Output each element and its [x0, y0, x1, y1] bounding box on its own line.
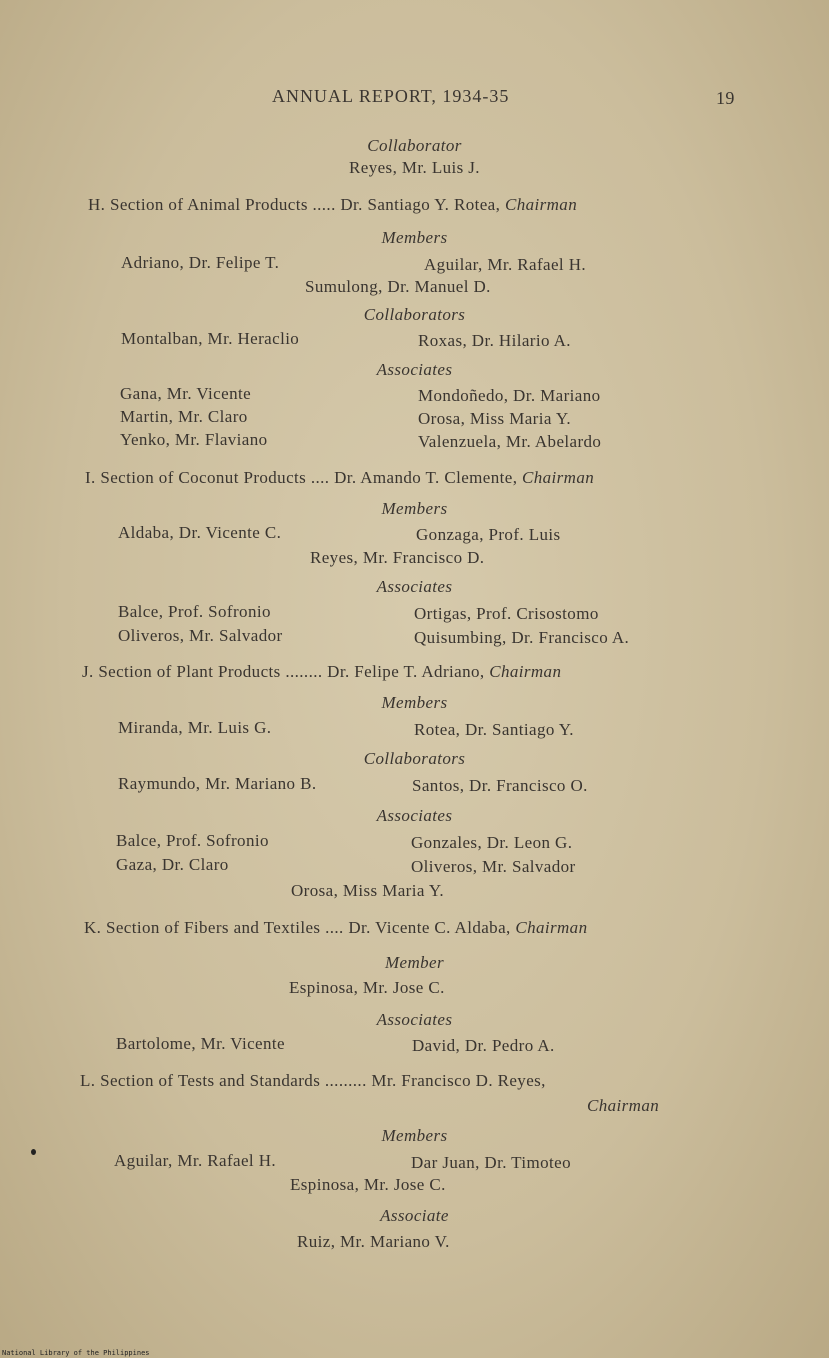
section-k-associate: David, Dr. Pedro A. [412, 1036, 555, 1055]
section-h-members-heading: Members [381, 228, 448, 247]
section-h-associate: Mondoñedo, Dr. Mariano [418, 386, 601, 405]
section-i-member: Reyes, Mr. Francisco D. [310, 548, 485, 567]
section-h-member: Adriano, Dr. Felipe T. [121, 253, 280, 272]
section-k-associate: Bartolome, Mr. Vicente [116, 1034, 285, 1053]
section-i-associate: Quisumbing, Dr. Francisco A. [414, 628, 630, 647]
section-h-member: Aguilar, Mr. Rafael H. [424, 255, 587, 274]
section-k-chairman-label: Chairman [515, 918, 588, 937]
section-j-associate: Oliveros, Mr. Salvador [411, 857, 576, 876]
section-j-title-text: J. Section of Plant Products ........ Dr. Felipe T. Adriano, [82, 662, 485, 681]
section-h-associate: Valenzuela, Mr. Abelardo [418, 432, 602, 451]
section-j-members-heading: Members [381, 693, 448, 712]
section-h-title [88, 195, 577, 215]
section-k-member: Espinosa, Mr. Jose C. [289, 978, 445, 997]
section-h-collaborator: Montalban, Mr. Heraclio [121, 329, 300, 348]
section-j-collaborator: Raymundo, Mr. Mariano B. [118, 774, 317, 793]
section-i-members-heading: Members [381, 499, 448, 518]
section-j-associates-heading: Associates [376, 806, 453, 825]
section-i-associate: Balce, Prof. Sofronio [118, 602, 271, 621]
section-h-member: Sumulong, Dr. Manuel D. [305, 277, 491, 296]
section-l-member: Aguilar, Mr. Rafael H. [114, 1151, 277, 1170]
section-h-collaborator: Roxas, Dr. Hilario A. [418, 331, 571, 350]
section-h-title-text: H. Section of Animal Products ..... Dr. Santiago Y. Rotea, [88, 195, 501, 214]
section-l-member: Espinosa, Mr. Jose C. [290, 1175, 446, 1194]
section-h-associate: Martin, Mr. Claro [120, 407, 248, 426]
section-i-member: Gonzaga, Prof. Luis [416, 525, 561, 544]
ink-spot [31, 1149, 36, 1155]
section-j-member: Miranda, Mr. Luis G. [118, 718, 272, 737]
page-number: 19 [716, 88, 735, 108]
section-k-member-heading: Member [384, 953, 445, 972]
section-i-associate: Ortigas, Prof. Crisostomo [414, 604, 599, 623]
section-j-associate: Balce, Prof. Sofronio [116, 831, 269, 850]
section-j-associate: Orosa, Miss Maria Y. [291, 881, 444, 900]
section-k-title [84, 918, 587, 938]
section-h-associate: Gana, Mr. Vicente [120, 384, 252, 403]
section-h-associate: Orosa, Miss Maria Y. [418, 409, 571, 428]
section-h-associates-heading: Associates [376, 360, 453, 379]
footer-watermark: National Library of the Philippines [2, 1349, 150, 1357]
section-l-associate: Ruiz, Mr. Mariano V. [297, 1232, 450, 1251]
prev-collaborator-name: Reyes, Mr. Luis J. [349, 158, 480, 177]
section-i-title [85, 468, 594, 488]
section-j-associate: Gaza, Dr. Claro [116, 855, 229, 874]
section-l-member: Dar Juan, Dr. Timoteo [411, 1153, 571, 1172]
section-l-title: L. Section of Tests and Standards ......... Mr. Francisco D. Reyes, [80, 1071, 546, 1090]
section-j-associate: Gonzales, Dr. Leon G. [411, 833, 573, 852]
section-h-chairman-label: Chairman [504, 195, 578, 214]
section-j-member: Rotea, Dr. Santiago Y. [414, 720, 574, 739]
prev-collaborator-heading: Collaborator [367, 136, 462, 155]
section-j-title [82, 662, 561, 682]
section-h-associate: Yenko, Mr. Flaviano [120, 430, 268, 449]
section-k-title-text: K. Section of Fibers and Textiles .... Dr. Vicente C. Aldaba, [84, 918, 511, 937]
section-l-associate-heading: Associate [380, 1206, 449, 1225]
section-i-member: Aldaba, Dr. Vicente C. [118, 523, 282, 542]
section-i-chairman-label: Chairman [522, 468, 595, 487]
section-j-collaborator: Santos, Dr. Francisco O. [412, 776, 588, 795]
section-i-associates-heading: Associates [376, 577, 453, 596]
section-l-chairman-label: Chairman [587, 1096, 660, 1115]
section-i-associate: Oliveros, Mr. Salvador [118, 626, 283, 645]
section-h-collaborators-heading: Collaborators [363, 305, 466, 324]
section-j-collaborators-heading: Collaborators [363, 749, 466, 768]
section-j-chairman-label: Chairman [489, 662, 562, 681]
running-header: ANNUAL REPORT, 1934-35 [272, 86, 510, 106]
section-k-associates-heading: Associates [376, 1010, 453, 1029]
section-i-title-text: I. Section of Coconut Products .... Dr. Amando T. Clemente, [85, 468, 518, 487]
section-l-members-heading: Members [381, 1126, 448, 1145]
